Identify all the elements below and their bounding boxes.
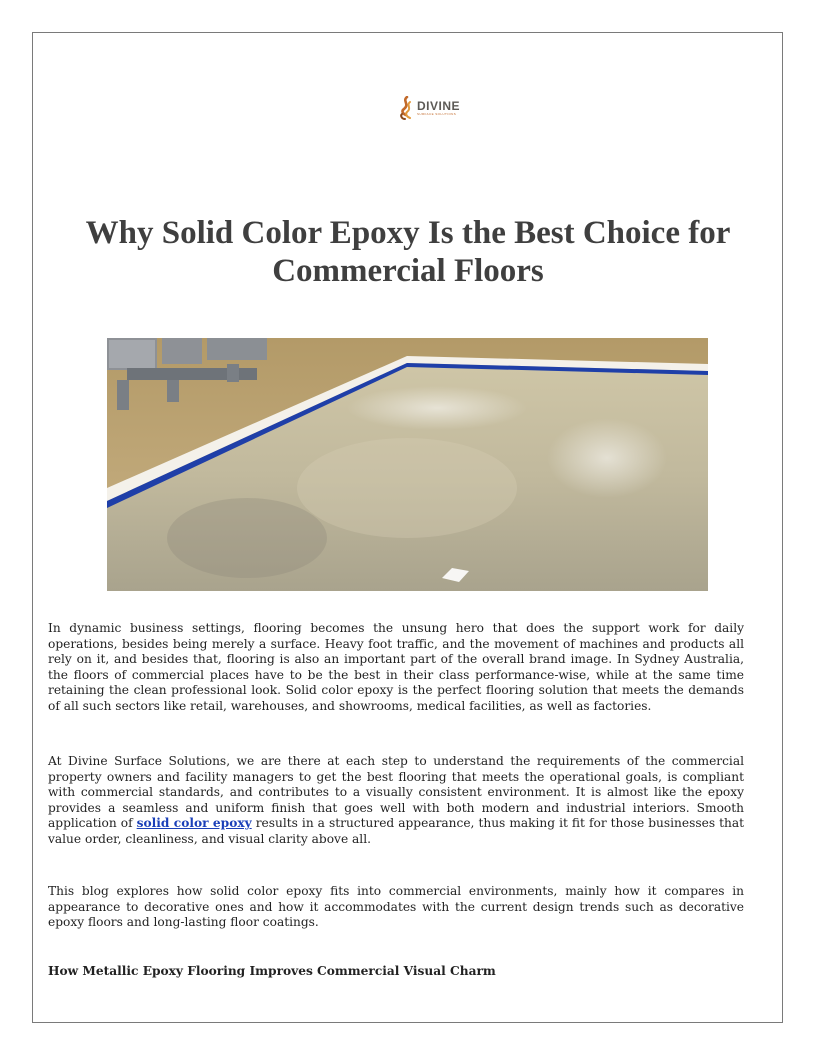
blog-overview-paragraph: This blog explores how solid color epoxy fits into commercial environments, mainly how it compares in appearance to decorative ones and how it accommodates with the current design trends such as decorative epoxy floors and long-lasting floor coatings. <box>48 884 744 930</box>
services-text-end: results in a structured appearance, thus making it fit for those businesses that value order, cleanliness, and visual clarity above all. <box>48 816 745 846</box>
hero-image <box>107 338 708 591</box>
solid-color-epoxy-link[interactable]: solid color epoxy <box>136 816 252 831</box>
logo-name: DIVINE <box>417 99 461 113</box>
company-logo <box>398 96 460 120</box>
intro-paragraph: In dynamic business settings, flooring becomes the unsung hero that does the support work for daily operations, besides being merely a surface. Heavy foot traffic, and the movement of machines and products all rely on it, and besides that, flooring is also an important part of the overall brand image. In Sydney Australia, the floors of commercial places have to be the best in their class performance-wise, while at the same time retaining the clean professional look. Solid color epoxy is the perfect flooring solution that meets the demands of all such sectors like retail, warehouses, and showrooms, medical facilities, as well as factories. <box>48 621 744 713</box>
services-paragraph <box>48 754 744 848</box>
logo-tagline: SURFACE SOLUTIONS <box>417 112 457 116</box>
services-text-start: At Divine Surface Solutions, we are there at each step to understand the requirements of the commercial property owners and facility managers to get the best flooring that meets the operational goals, is compliant with commercial standards, and contributes to a visually consistent environment. It is almost like the epoxy provides a seamless and uniform finish that goes well with both modern and industrial interiors. Smooth application of <box>48 754 744 831</box>
epoxy-floor-photo-icon <box>107 338 708 591</box>
section-heading: How Metallic Epoxy Flooring Improves Commercial Visual Charm <box>48 964 496 978</box>
page-title: Why Solid Color Epoxy Is the Best Choice for Commercial Floors <box>85 215 731 289</box>
logo-mark-icon <box>398 96 414 120</box>
